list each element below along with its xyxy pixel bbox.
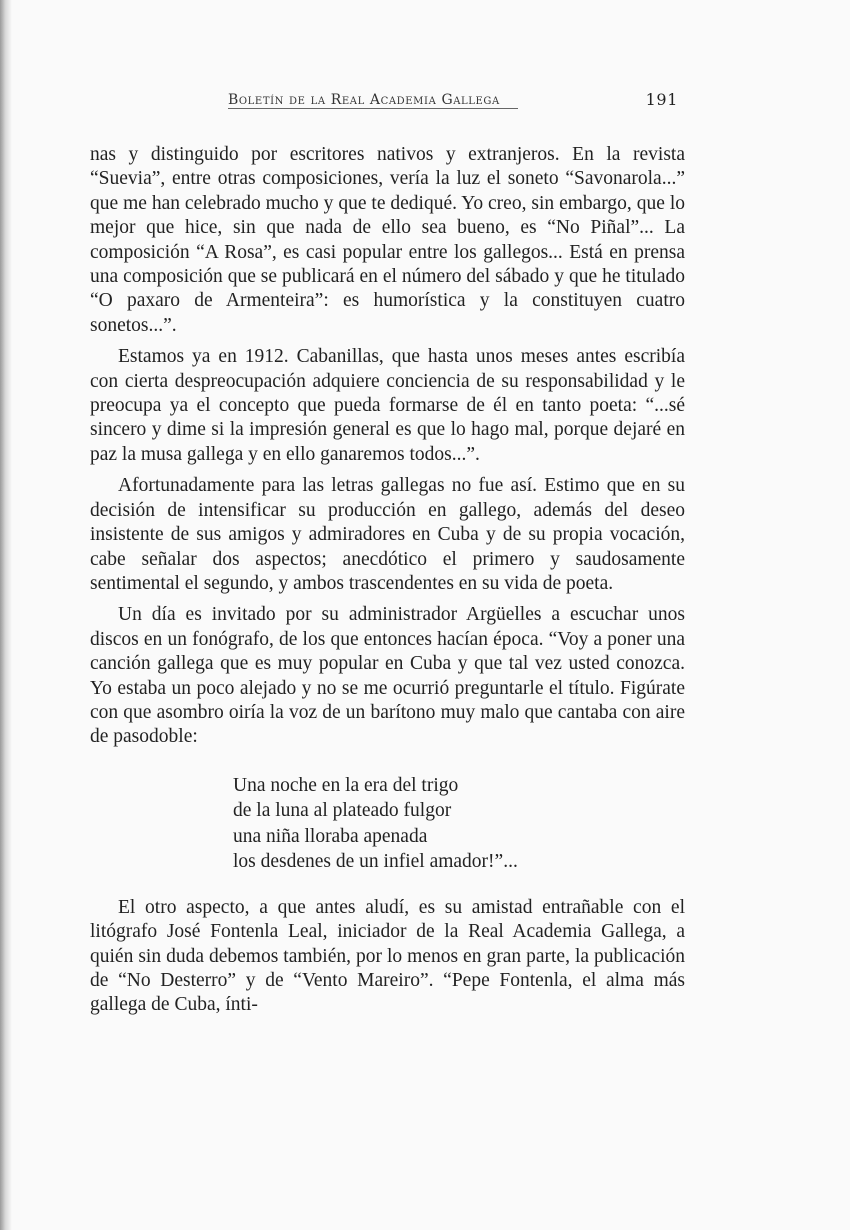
- verse-line: los desdenes de un infiel amador!”...: [233, 851, 518, 873]
- paragraph: Estamos ya en 1912. Cabanillas, que hasta unos meses antes escribía con cierta despreocupación adquiere conciencia de su responsabilidad y le preocupa ya el concepto que pueda formarse de él en tanto poeta: “...sé sincero y dime si la impresión general es que lo hago mal, porque dejaré en paz la musa gallega y en ello ganaremos todos...”.: [90, 346, 685, 465]
- page-header: [190, 88, 680, 112]
- verse-quotation: [233, 773, 685, 875]
- verse-line: una niña lloraba apenada: [233, 825, 428, 847]
- paragraph: nas y distinguido por escritores nativos y extranjeros. En la revista “Suevia”, entre otras composiciones, vería la luz el soneto “Savonarola...” que me han celebrado mucho y que te dediqué. Yo creo, sin embargo, que lo mejor que hice, sin que nada de ello sea bueno, es “No Piñal”... La composición “A Rosa”, es casi popular entre los gallegos... Está en prensa una composición que se publicará en el número del sábado y que he titulado “O paxaro de Armenteira”: es humorística y la constituyen cuatro sonetos...”.: [90, 144, 685, 336]
- scan-binding-edge: [0, 0, 12, 1230]
- paragraph: El otro aspecto, a que antes aludí, es su amistad entrañable con el litógrafo José Fontenla Leal, iniciador de la Real Academia Gallega, a quién sin duda debemos también, por lo menos en gran parte, la publicación de “No Desterro” y de “Vento Mareiro”. “Pepe Fontenla, el alma más gallega de Cuba, ínti-: [90, 896, 685, 1016]
- verse-line: Una noche en la era del trigo: [233, 774, 459, 796]
- paragraph: Afortunadamente para las letras gallegas no fue así. Estimo que en su decisión de intensificar su producción en gallego, además del deseo insistente de sus amigos y admiradores en Cuba y de su propia vocación, cabe señalar dos aspectos; anecdótico el primero y saudosamente sentimental el segundo, y ambos trascendentes en su vida de poeta.: [90, 475, 685, 594]
- paragraph: Un día es invitado por su administrador Argüelles a escuchar unos discos en un fonógrafo, de los que entonces hacían época. “Voy a poner una canción gallega que es muy popular en Cuba y que tal vez usted conozca. Yo estaba un poco alejado y no se me ocurrió preguntarle el título. Figúrate con que asombro oiría la voz de un barítono muy malo que cantaba con aire de pasodoble:: [90, 604, 685, 748]
- page-number: 191: [645, 90, 678, 109]
- running-title: Boletín de la Real Academia Gallega: [228, 92, 518, 109]
- body-text: [90, 136, 685, 1018]
- verse-line: de la luna al plateado fulgor: [233, 800, 452, 822]
